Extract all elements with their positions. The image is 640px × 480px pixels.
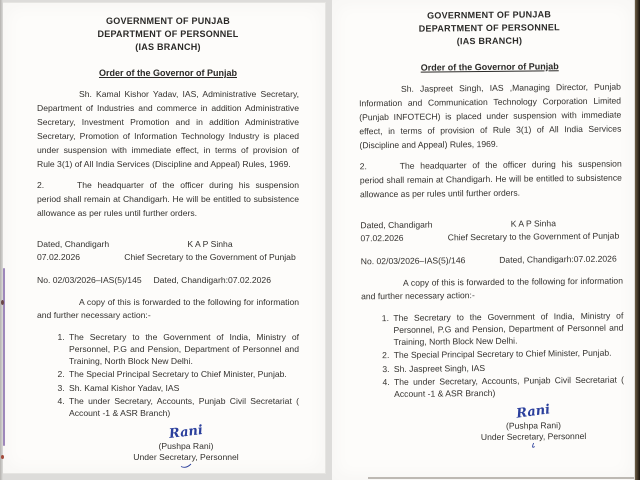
signature-tick-icon — [180, 463, 192, 469]
scan-speck — [1, 300, 4, 305]
document-right-content — [332, 0, 639, 480]
signatory-block — [444, 217, 622, 245]
signature-block — [448, 401, 618, 449]
scan-edge-right — [635, 0, 640, 480]
clause-number: 2. — [359, 161, 367, 172]
signature-block — [101, 423, 271, 469]
signed-name: (Pushpa Rani) — [505, 419, 561, 431]
letterhead-line-1: GOVERNMENT OF PUNJAB — [105, 16, 230, 26]
forwarding-note: A copy of this is forwarded to the following for information and further necessary action:- — [37, 297, 299, 320]
clause-text: The headquarter of the officer during his suspension period shall remain at Chandigarh. He will be entitled to subsistence allowance as per rules until further orders. — [37, 180, 299, 218]
dated-date: 07.02.2026 — [360, 232, 404, 244]
forwarding-note: A copy of this is forwarded to the following for information and further necessary action:- — [361, 275, 623, 302]
signatory-designation: Chief Secretary to the Government of Punjab — [447, 230, 620, 243]
letterhead — [358, 8, 620, 50]
reference-row — [37, 274, 299, 286]
signed-designation: Under Secretary, Personnel — [133, 451, 239, 462]
letterhead-line-2: DEPARTMENT OF PERSONNEL — [97, 29, 239, 39]
letterhead-line-1: GOVERNMENT OF PUNJAB — [427, 9, 552, 21]
signatory-name: K A P Sinha — [510, 218, 557, 229]
reference-number: No. 02/03/2026–IAS(5)/145 — [37, 275, 142, 285]
clause-2-paragraph — [37, 178, 299, 220]
signatory-name: K A P Sinha — [187, 239, 233, 249]
list-item: 4. The under Secretary, Accounts, Punjab Civil Secretariat ( Account -1 & ASR Branch) — [392, 374, 624, 401]
clause-number: 2. — [37, 180, 45, 190]
signed-name: (Pushpa Rani) — [158, 440, 214, 451]
document-page-left — [2, 2, 326, 474]
signed-designation: Under Secretary, Personnel — [480, 430, 587, 442]
list-item: 1. The Secretary to the Government of India, Ministry of Personnel, P.G and Pension, Department of Personnel and Training, North Block New Delhi. — [391, 309, 623, 348]
dated-place: Dated, Chandigarh — [37, 239, 110, 249]
clause-text: The headquarter of the officer during his suspension period shall remain at Chandigarh. He will be entitled to subsistence allowance as per rules until further orders. — [359, 158, 622, 200]
list-item: 2. The Special Principal Secretary to Chief Minister, Punjab. — [392, 347, 624, 362]
order-title: Order of the Governor of Punjab — [420, 61, 559, 73]
dated-signatory-row — [37, 238, 299, 264]
letterhead-line-2: DEPARTMENT OF PERSONNEL — [418, 22, 560, 34]
dated-signatory-row — [360, 217, 622, 246]
letterhead — [37, 15, 299, 54]
list-item: 3. Sh. Kamal Kishor Yadav, IAS — [67, 382, 299, 394]
opening-paragraph: Sh. Kamal Kishor Yadav, IAS, Administrative Secretary, Department of Industries and commerce in addition Administrative Secretary, Investment Promotion and in addition Administrative Secretary, Promotion of Information Technology Industry is placed under suspension with immediate effect, in terms of provision of Rule 3(1) of All India Services (Discipline and Appeal) Rules, 1969. — [37, 89, 299, 169]
reference-number: No. 02/03/2026–IAS(5)/146 — [360, 255, 466, 267]
distribution-list — [361, 309, 624, 401]
dated-block — [37, 238, 109, 264]
list-item: 1. The Secretary to the Government of India, Ministry of Personnel, P.G and Pension, Department of Personnel and Training, North Block New Delhi. — [67, 331, 299, 368]
signatory-block — [121, 238, 299, 264]
order-title: Order of the Governor of Punjab — [98, 68, 237, 78]
list-item: 4. The under Secretary, Accounts, Punjab Civil Secretariat ( Account -1 & ASR Branch) — [67, 395, 299, 420]
dated-date: 07.02.2026 — [37, 252, 81, 262]
clause-2-paragraph — [360, 157, 622, 202]
dated-place: Dated, Chandigarh — [360, 219, 433, 231]
scan-speck — [1, 455, 4, 459]
reference-date: Dated, Chandigarh:07.02.2026 — [153, 275, 271, 285]
list-item: 3. Sh. Jaspreet Singh, IAS — [392, 360, 624, 375]
signature-tick-icon — [528, 442, 540, 448]
signature-scribble: Rani — [515, 401, 552, 422]
document-page-right — [332, 0, 634, 480]
distribution-list — [37, 331, 299, 420]
dated-block — [360, 219, 432, 246]
list-item: 2. The Special Principal Secretary to Chief Minister, Punjab. — [67, 368, 299, 380]
document-left-content — [3, 3, 325, 473]
scan-line-purple — [3, 268, 5, 446]
letterhead-line-3: (IAS BRANCH) — [456, 35, 523, 47]
reference-row — [361, 253, 623, 268]
letterhead-line-3: (IAS BRANCH) — [135, 42, 201, 52]
opening-paragraph: Sh. Jaspreet Singh, IAS ,Managing Director, Punjab Information and Communication Technology Corporation Limited (Punjab INFOTECH) is placed under suspension with immediate effect, in terms of provision of Rule 3(1) of All India Services (Discipline and Appeal) Rules, 1969. — [359, 81, 622, 151]
scan-edge-bottom — [368, 477, 634, 479]
signatory-designation: Chief Secretary to the Government of Punjab — [124, 252, 296, 262]
reference-date: Dated, Chandigarh:07.02.2026 — [499, 253, 617, 265]
signature-scribble: Rani — [168, 422, 204, 442]
